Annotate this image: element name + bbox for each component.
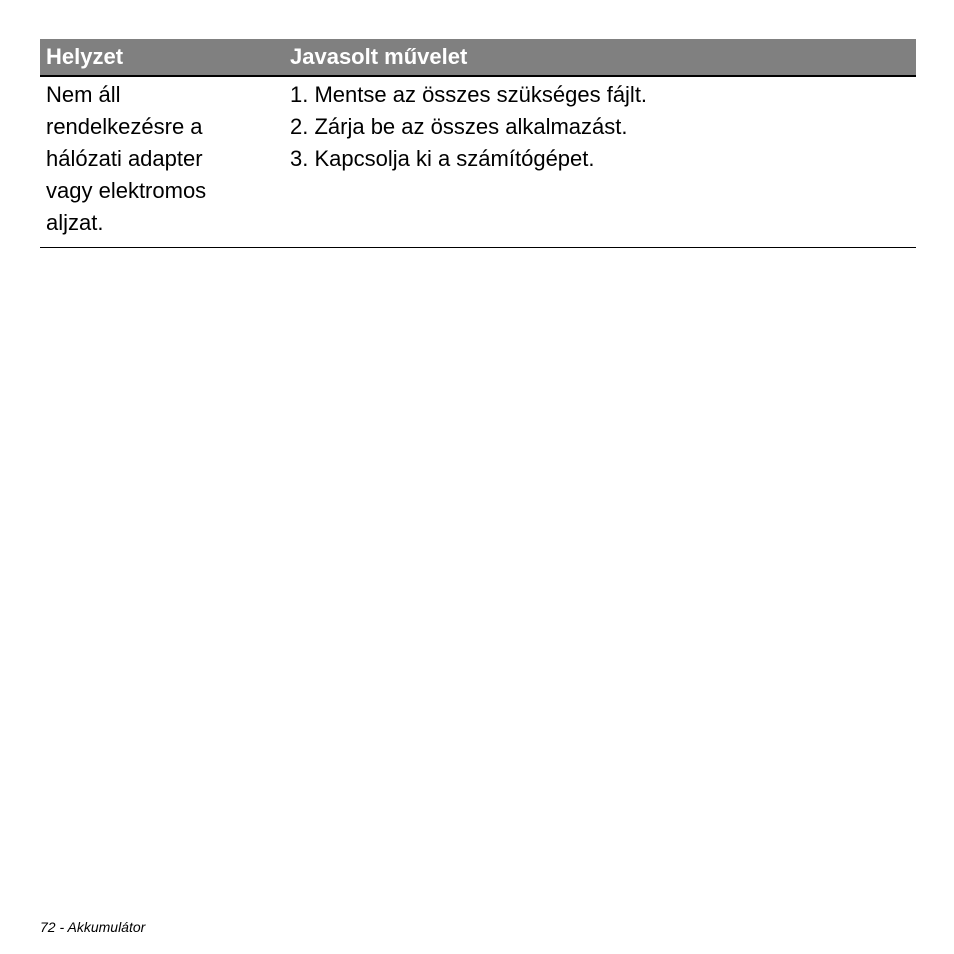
action-steps-list	[290, 79, 916, 175]
header-situation: Helyzet	[40, 39, 284, 76]
situation-line: rendelkezésre a	[46, 114, 203, 139]
situation-line: Nem áll	[46, 82, 121, 107]
situation-line: aljzat.	[46, 210, 104, 235]
situation-line: vagy elektromos	[46, 178, 207, 203]
table-header-row	[40, 39, 916, 76]
situation-line: hálózati adapter	[46, 146, 203, 171]
action-step: 2. Zárja be az összes alkalmazást.	[290, 114, 628, 139]
action-step: 3. Kapcsolja ki a számítógépet.	[290, 146, 595, 171]
action-cell	[284, 76, 916, 248]
header-recommended-action: Javasolt művelet	[284, 39, 916, 76]
troubleshooting-table	[40, 39, 916, 248]
page-footer: 72 - Akkumulátor	[40, 919, 146, 935]
action-step: 1. Mentse az összes szükséges fájlt.	[290, 82, 648, 107]
table-row	[40, 76, 916, 248]
situation-cell	[40, 76, 284, 248]
